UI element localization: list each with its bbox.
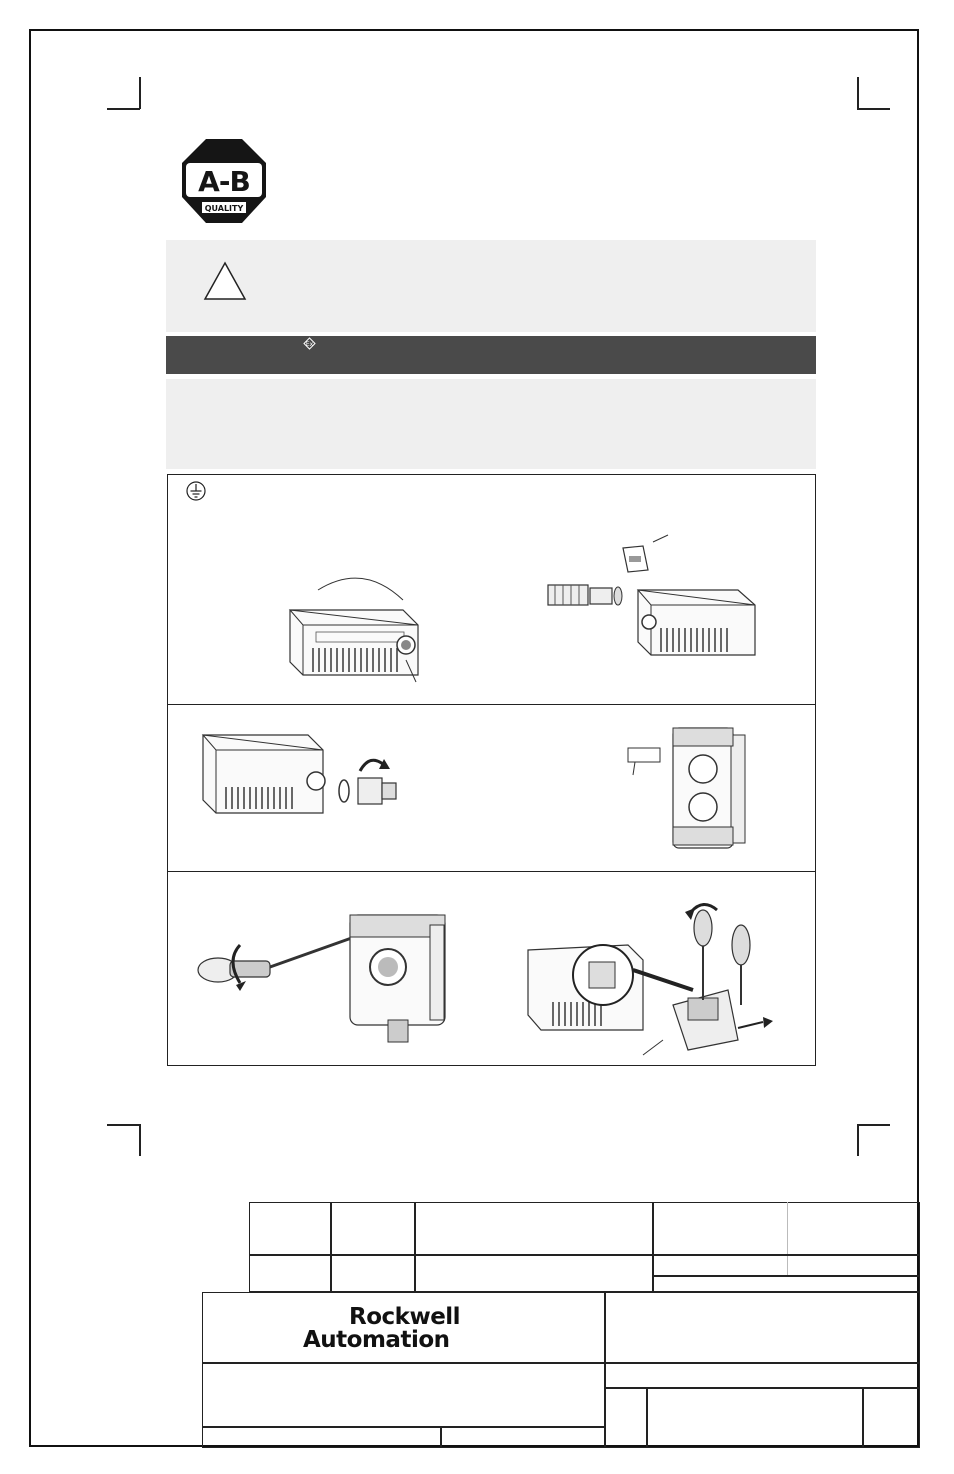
crop-mark-bottom-left-v — [139, 1124, 141, 1156]
revision-col-3 — [652, 1202, 654, 1292]
revision-table — [249, 1202, 920, 1292]
crop-mark-top-right-v — [857, 77, 859, 109]
protective-earth-icon — [186, 481, 206, 501]
panel-divider-2 — [168, 871, 815, 872]
svg-text:QUALITY: QUALITY — [204, 204, 244, 213]
ex-certification-icon — [303, 337, 316, 350]
title-col-main — [604, 1292, 606, 1448]
title-col-c — [862, 1387, 864, 1448]
certification-band — [166, 336, 816, 374]
revision-col-1 — [330, 1202, 332, 1292]
title-row-3 — [202, 1426, 604, 1428]
instructions-band — [166, 379, 816, 469]
title-col-b — [646, 1387, 648, 1448]
title-block — [202, 1292, 920, 1448]
crop-mark-bottom-left-h — [107, 1124, 140, 1126]
title-col-a — [440, 1426, 442, 1448]
svg-text:Ex: Ex — [305, 341, 314, 348]
contact-block-removal-illustration — [523, 890, 783, 1060]
enclosure-open-illustration — [278, 570, 438, 690]
warning-band — [166, 240, 816, 332]
gland-assembly-illustration — [543, 530, 763, 690]
revision-row-1 — [249, 1254, 920, 1256]
brand-line-2: Automation — [303, 1327, 450, 1353]
revision-row-2 — [652, 1275, 920, 1277]
panel-divider-1 — [168, 704, 815, 705]
crop-mark-bottom-right-h — [857, 1124, 890, 1126]
ab-quality-logo — [182, 139, 266, 223]
crop-mark-top-left-v — [139, 77, 141, 109]
crop-mark-bottom-right-v — [857, 1124, 859, 1156]
revision-col-4 — [787, 1202, 788, 1276]
revision-col-2 — [414, 1202, 416, 1292]
two-hole-station-illustration — [623, 723, 753, 853]
brand-line-1: Rockwell — [349, 1304, 461, 1330]
warning-triangle-icon — [203, 261, 247, 301]
enclosure-gasket-illustration — [198, 723, 408, 843]
title-row-2 — [604, 1387, 920, 1389]
screwdriver-station-illustration — [190, 895, 460, 1045]
illustrations-box — [167, 474, 816, 1066]
title-row-1 — [202, 1362, 920, 1364]
crop-mark-top-left-h — [107, 108, 140, 110]
crop-mark-top-right-h — [857, 108, 890, 110]
svg-text:A-B: A-B — [198, 165, 250, 198]
